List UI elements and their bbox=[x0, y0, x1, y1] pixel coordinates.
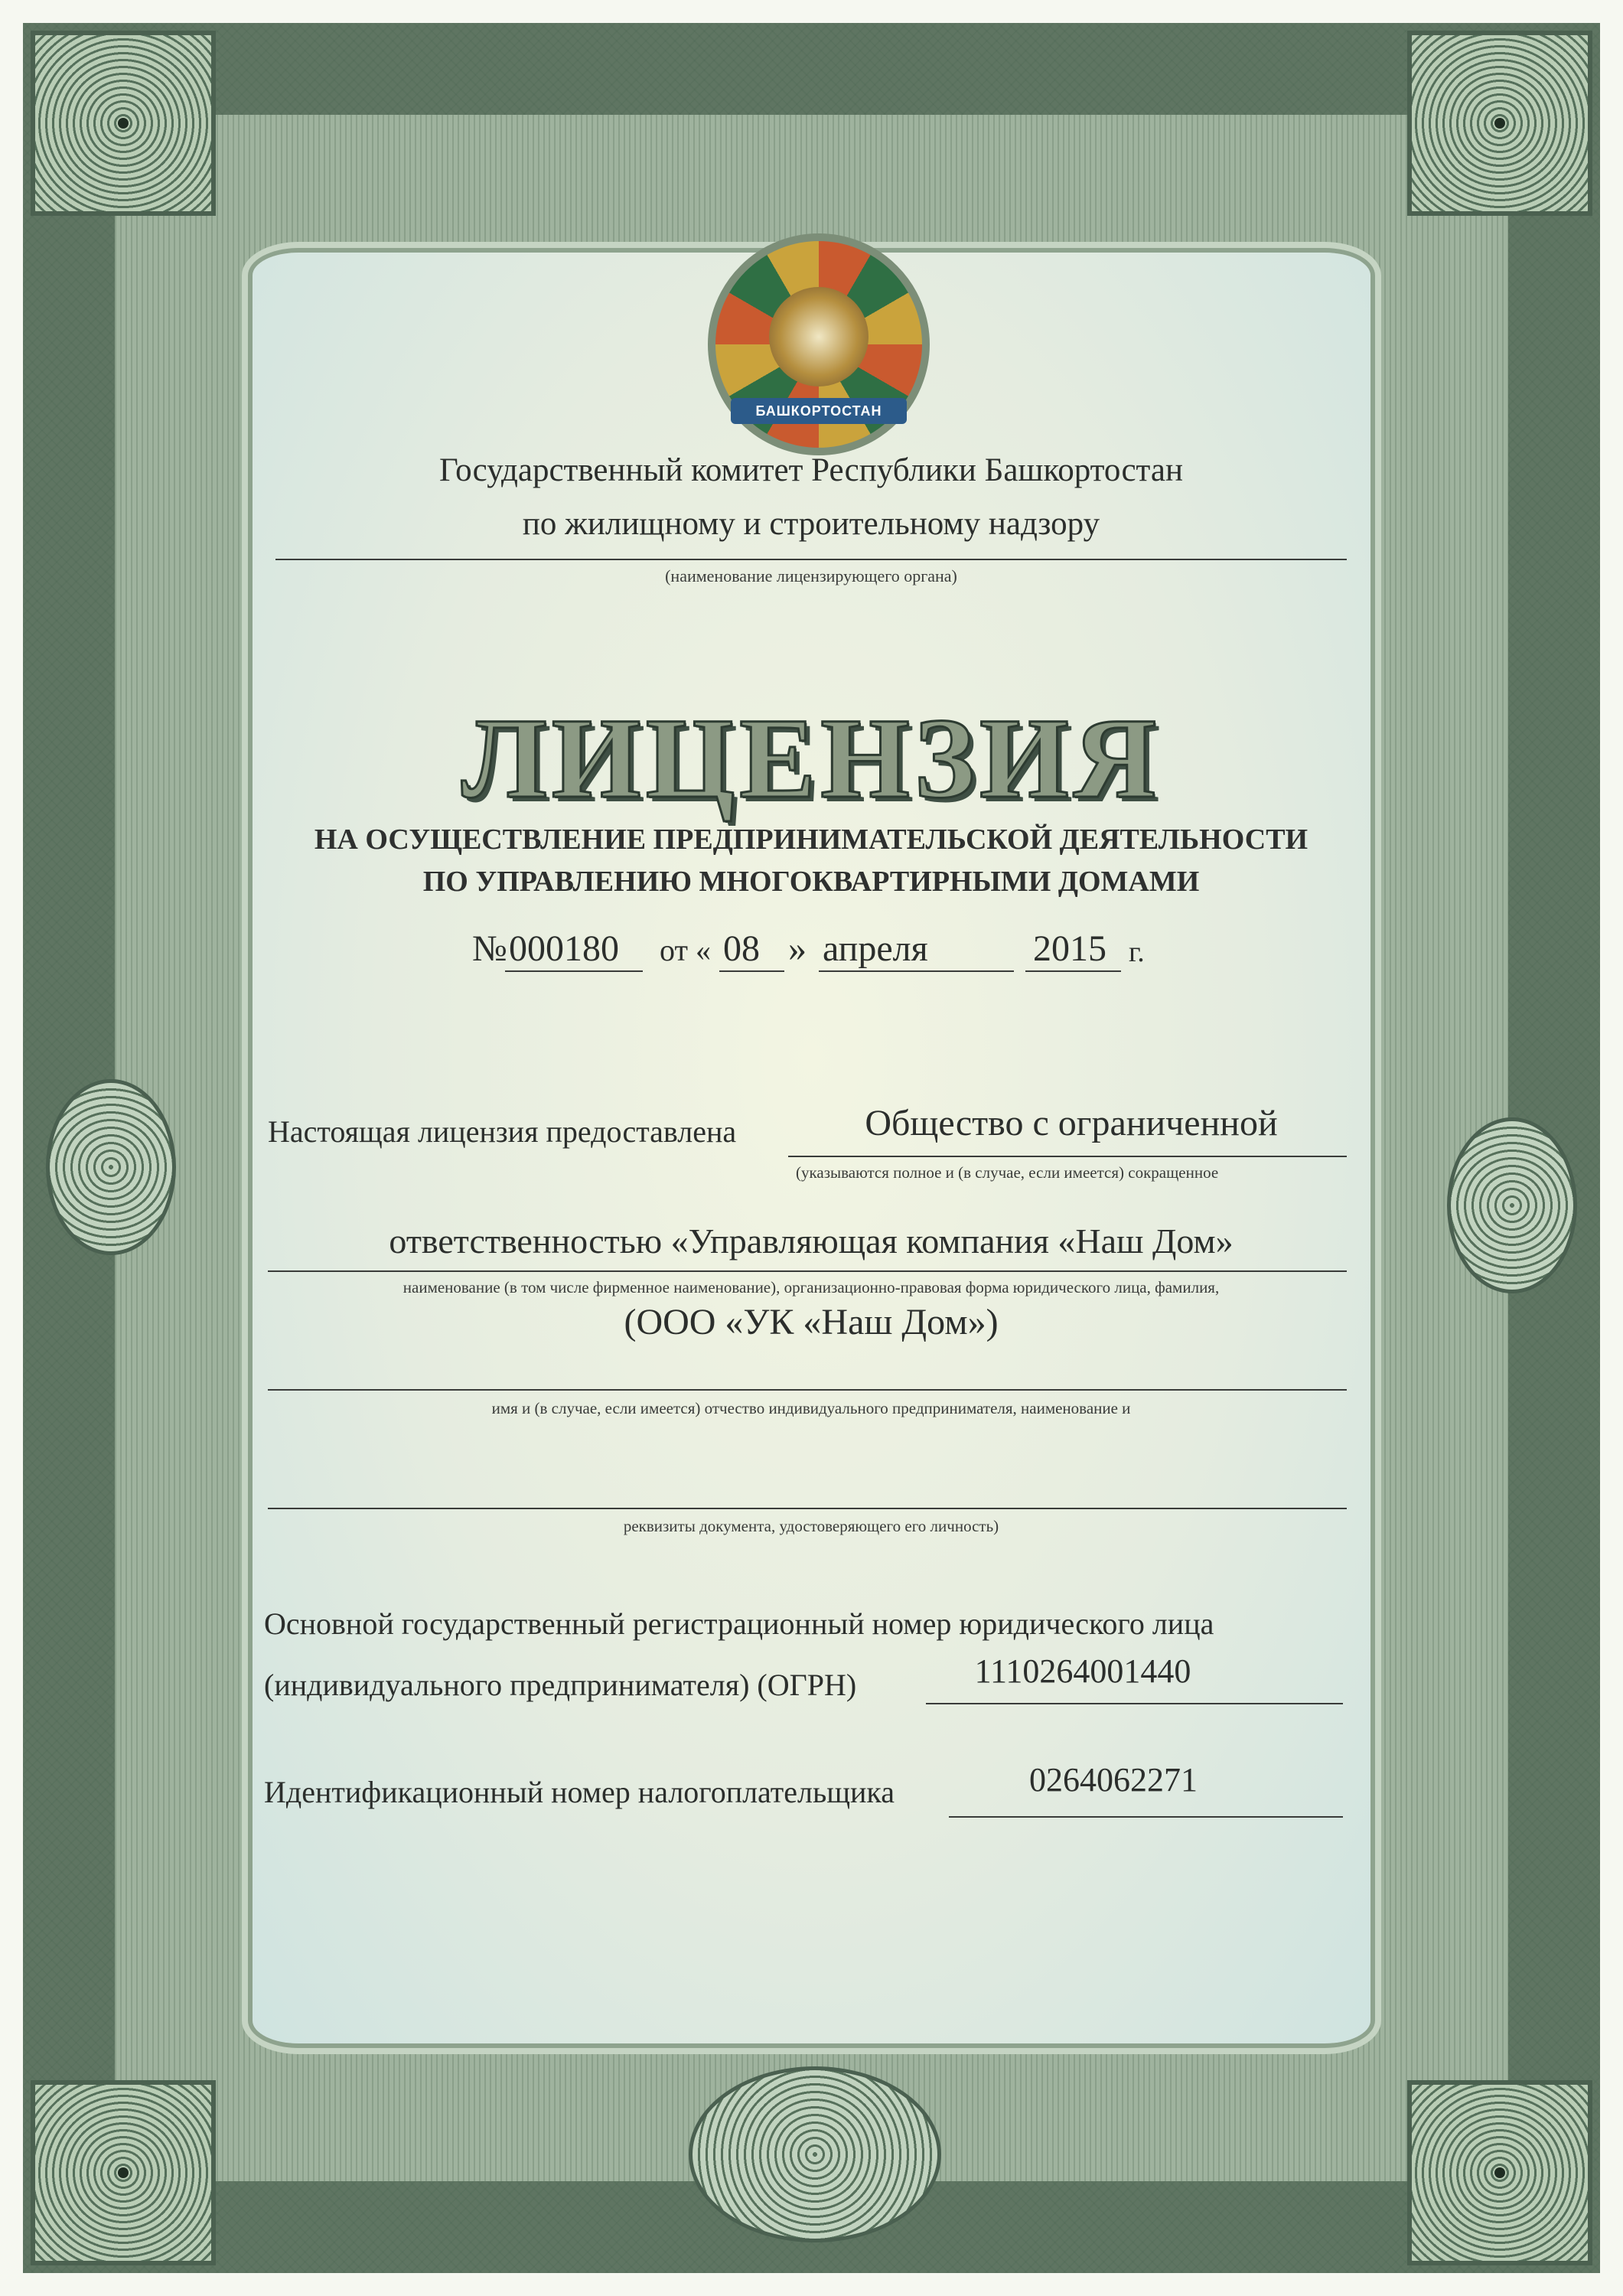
side-rosette-right bbox=[1447, 1117, 1577, 1293]
ogrn-label-line-1: Основной государственный регистрационный номер юридического лица bbox=[264, 1606, 1214, 1641]
issuer-line-1: Государственный комитет Республики Башкортостан bbox=[439, 452, 1183, 488]
licensee-caption-4: реквизиты документа, удостоверяющего его личность) bbox=[623, 1517, 999, 1535]
licensee-caption-1: (указываются полное и (в случае, если имеется) сокращенное bbox=[796, 1163, 1219, 1182]
emblem-center bbox=[769, 287, 869, 386]
year-rule bbox=[1025, 970, 1121, 972]
day-rule bbox=[719, 970, 784, 972]
licensee-name-part-2: ответственностью «Управляющая компания «Наш Дом» bbox=[389, 1221, 1234, 1261]
from-label: от « bbox=[660, 933, 711, 967]
ogrn-label-line-2: (индивидуального предпринимателя) (ОГРН) bbox=[264, 1668, 857, 1702]
license-number-rule bbox=[505, 970, 643, 972]
ogrn-value: 1110264001440 bbox=[974, 1652, 1191, 1690]
ogrn-rule bbox=[926, 1703, 1343, 1704]
licensee-rule-1 bbox=[788, 1156, 1347, 1157]
licensee-intro: Настоящая лицензия предоставлена bbox=[268, 1114, 737, 1149]
bottom-rosette bbox=[689, 2066, 941, 2242]
license-number: 000180 bbox=[509, 928, 619, 969]
subtitle-line-1: НА ОСУЩЕСТВЛЕНИЕ ПРЕДПРИНИМАТЕЛЬСКОЙ ДЕЯТЕЛЬНОСТИ bbox=[314, 823, 1309, 856]
side-rosette-left bbox=[46, 1079, 176, 1255]
document-title: ЛИЦЕНЗИЯ bbox=[461, 695, 1161, 822]
corner-rosette-top-left bbox=[31, 31, 216, 216]
inn-rule bbox=[949, 1816, 1343, 1818]
licensee-name-part-1: Общество с ограниченной bbox=[865, 1103, 1278, 1143]
licensee-short-name: (ООО «УК «Наш Дом») bbox=[624, 1302, 999, 1342]
licensee-caption-2: наименование (в том числе фирменное наименование), организационно-правовая форма юридического лица, фамилия, bbox=[402, 1278, 1220, 1296]
license-year: 2015 bbox=[1033, 928, 1106, 969]
license-day: 08 bbox=[723, 928, 760, 969]
number-sign: № bbox=[472, 928, 507, 969]
emblem-ribbon: БАШКОРТОСТАН bbox=[731, 398, 907, 424]
licensee-rule-3 bbox=[268, 1389, 1347, 1391]
coat-of-arms-emblem bbox=[708, 233, 930, 455]
license-month: апреля bbox=[823, 928, 928, 969]
year-suffix: г. bbox=[1129, 936, 1145, 968]
issuer-line-2: по жилищному и строительному надзору bbox=[522, 506, 1100, 542]
licensee-rule-4 bbox=[268, 1508, 1347, 1509]
issuer-rule bbox=[275, 559, 1347, 560]
inn-label: Идентификационный номер налогоплательщика bbox=[264, 1775, 895, 1809]
subtitle-line-2: ПО УПРАВЛЕНИЮ МНОГОКВАРТИРНЫМИ ДОМАМИ bbox=[422, 866, 1200, 898]
inn-value: 0264062271 bbox=[1029, 1761, 1198, 1799]
month-rule bbox=[819, 970, 1014, 972]
licensee-caption-3: имя и (в случае, если имеется) отчество индивидуального предпринимателя, наименование и bbox=[491, 1399, 1131, 1417]
issuer-caption: (наименование лицензирующего органа) bbox=[665, 566, 957, 585]
licensee-rule-2 bbox=[268, 1270, 1347, 1272]
corner-rosette-top-right bbox=[1407, 31, 1592, 216]
corner-rosette-bottom-right bbox=[1407, 2080, 1592, 2265]
day-quote-close: » bbox=[788, 928, 807, 969]
corner-rosette-bottom-left bbox=[31, 2080, 216, 2265]
